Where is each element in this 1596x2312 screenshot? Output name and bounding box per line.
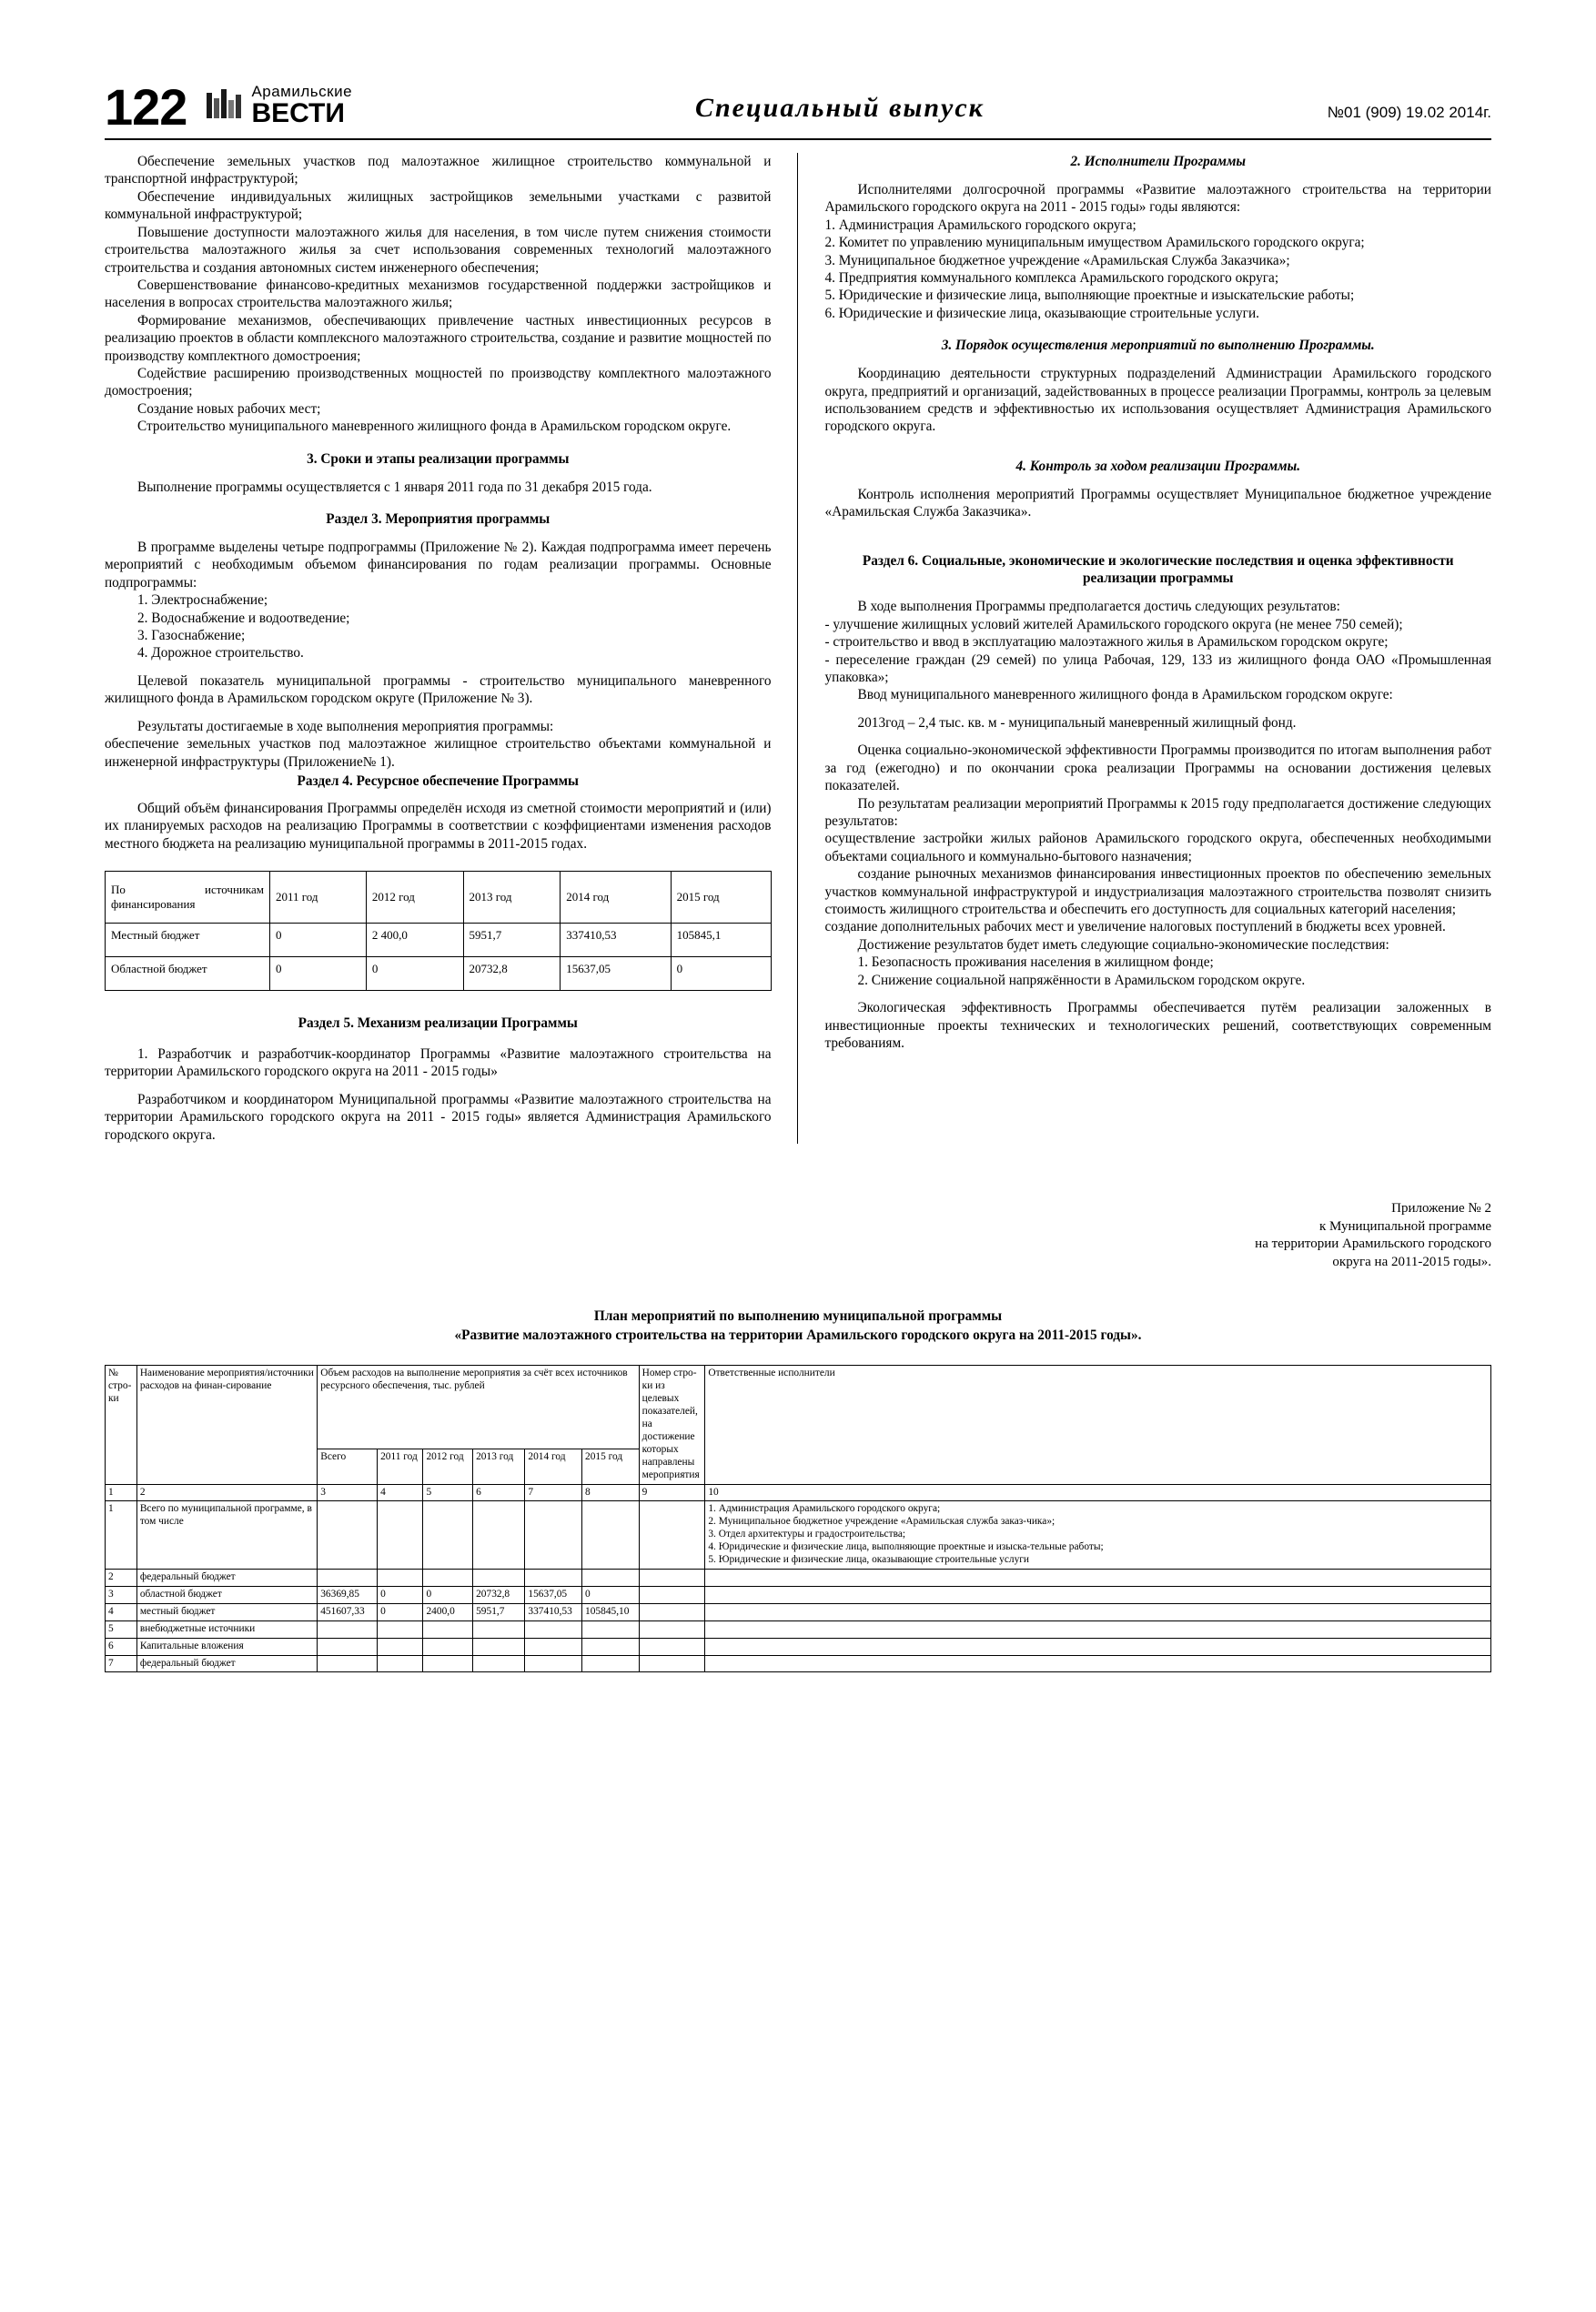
table-header-cell: Объем расходов на выполнение мероприятия за счёт всех источников ресурсного обеспечения, тыс. рублей — [318, 1366, 639, 1449]
table-cell — [582, 1501, 640, 1570]
table-cell — [473, 1638, 525, 1655]
subprogram-item: 1. Электроснабжение; — [137, 592, 268, 609]
table-cell: 0 — [366, 957, 463, 991]
paragraph: Выполнение программы осуществляется с 1 января 2011 года по 31 декабря 2015 года. — [137, 479, 652, 495]
table-cell — [378, 1620, 423, 1638]
table-cell — [639, 1603, 705, 1620]
paragraph: обеспечение земельных участков под малоэтажное жилищное строительство объектами коммунальной и инженерной инфраструктуры (Приложение№ 1). — [105, 736, 772, 770]
executor-line: 2. Муниципальное бюджетное учреждение «Арамильская служба заказ-чика»; — [708, 1516, 1056, 1528]
table-cell: 6 — [473, 1484, 525, 1501]
table-cell — [705, 1655, 1491, 1672]
table-header-cell: 2015 год — [671, 872, 771, 924]
table-cell: 0 — [378, 1603, 423, 1620]
executor-item: 4. Предприятия коммунального комплекса Арамильского городского округа; — [824, 269, 1279, 286]
table-cell: 9 — [639, 1484, 705, 1501]
table-row — [106, 957, 772, 991]
table-header-cell: 2012 год — [366, 872, 463, 924]
logo-line2: ВЕСТИ — [251, 98, 345, 128]
table-cell — [318, 1569, 378, 1586]
row-name: Всего по муниципальной программе, в том числе — [136, 1501, 317, 1570]
row-name: внебюджетные источники — [136, 1620, 317, 1638]
issue-info: №01 (909) 19.02 2014г. — [1327, 104, 1491, 121]
table-cell — [423, 1638, 473, 1655]
consequence-item: 1. Безопасность проживания населения в жилищном фонде; — [857, 954, 1214, 971]
table-cell — [525, 1655, 582, 1672]
paragraph: Содействие расширению производственных мощностей по производству комплектного малоэтажного домостроения; — [105, 366, 772, 399]
row-number: 3 — [106, 1586, 137, 1603]
heading-performers: 2. Исполнители Программы — [1070, 154, 1247, 169]
table-cell — [378, 1569, 423, 1586]
table-header-cell: 2011 год — [270, 872, 367, 924]
table-row — [106, 1638, 1491, 1655]
table-header-cell: Всего — [318, 1449, 378, 1484]
table-cell: 10 — [705, 1484, 1491, 1501]
table-cell: 4 — [378, 1484, 423, 1501]
table-header-cell: 2014 год — [525, 1449, 582, 1484]
table-cell — [582, 1655, 640, 1672]
table-header-cell: 2015 год — [582, 1449, 640, 1484]
paragraph: создание рыночных механизмов финансирования инвестиционных проектов по обеспечению земельных участков коммунальной инфраструктурой и индустриализация малоэтажного строительства позволят снизить стоимость жилищного строительства и обеспечить его доступность для социальных категорий населения; — [824, 866, 1491, 918]
table-row — [106, 1655, 1491, 1672]
row-number: 6 — [106, 1638, 137, 1655]
executor-item: 6. Юридические и физические лица, оказывающие строительные услуги. — [824, 305, 1259, 321]
subprogram-item: 2. Водоснабжение и водоотведение; — [137, 610, 350, 626]
table-cell — [705, 1620, 1491, 1638]
table-header-cell: Номер стро-ки из целевых показателей, на достижение которых направлены мероприятия — [639, 1366, 705, 1484]
table-cell — [473, 1655, 525, 1672]
heading-section3: Раздел 3. Мероприятия программы — [326, 511, 551, 528]
document-page — [0, 55, 1596, 2312]
table-cell — [639, 1569, 705, 1586]
table-header-cell: 2011 год — [378, 1449, 423, 1484]
heading-control: 4. Контроль за ходом реализации Программы. — [1015, 458, 1301, 474]
table-cell — [705, 1638, 1491, 1655]
table-cell — [639, 1586, 705, 1603]
paragraph: Результаты достигаемые в ходе выполнения мероприятия программы: — [137, 718, 554, 734]
paragraph: По результатам реализации мероприятий Программы к 2015 году предполагается достижение следующих результатов: — [824, 795, 1491, 829]
table-numbering-row — [106, 1484, 1491, 1501]
table-header-cell: Ответственные исполнители — [705, 1366, 1491, 1484]
paragraph: Совершенствование финансово-кредитных механизмов государственной поддержки застройщиков и населения в вопросах строительства малоэтажного жилья; — [105, 277, 772, 311]
table-row — [106, 872, 772, 924]
page-number: 122 — [105, 78, 187, 136]
table-cell: 15637,05 — [561, 957, 671, 991]
paragraph: Строительство муниципального маневренного жилищного фонда в Арамильском городском округе. — [137, 419, 732, 435]
row-number: 4 — [106, 1603, 137, 1620]
table-cell — [639, 1620, 705, 1638]
table-cell — [378, 1638, 423, 1655]
paragraph: В программе выделены четыре подпрограммы (Приложение № 2). Каждая подпрограмма имеет перечень мероприятий с необходимым объемом финансирования по годам реализации программы. Основные подпрограммы: — [105, 539, 772, 591]
appendix-line: округа на 2011-2015 годы». — [1332, 1254, 1491, 1269]
executor-line: 3. Отдел архитектуры и градостроительства; — [708, 1529, 906, 1540]
table-cell: 105845,10 — [582, 1603, 640, 1620]
executor-line: 5. Юридические и физические лица, оказывающие строительные услуги — [708, 1554, 1030, 1566]
table-cell — [705, 1569, 1491, 1586]
consequence-item: 2. Снижение социальной напряжённости в Арамильском городском округе. — [857, 972, 1306, 988]
logo-line1: Арамильские — [251, 83, 353, 100]
table-row — [106, 1569, 1491, 1586]
table-cell — [318, 1501, 378, 1570]
table-row — [106, 1603, 1491, 1620]
table-header-cell: 2012 год — [423, 1449, 473, 1484]
table-cell: 36369,85 — [318, 1586, 378, 1603]
paragraph: Целевой показатель муниципальной программы - строительство муниципального маневренного жилищного фонда в Арамильском городском округе (Приложение № 3). — [105, 672, 772, 707]
article-columns — [105, 153, 1491, 1144]
plan-title — [105, 1307, 1491, 1345]
table-cell — [318, 1655, 378, 1672]
table-cell — [705, 1603, 1491, 1620]
table-cell — [525, 1501, 582, 1570]
paragraph: Разработчиком и координатором Муниципальной программы «Развитие малоэтажного строительства на территории Арамильского городского округа на 2011 - 2015 годы» является Администрация Арамильского городского округа. — [105, 1091, 772, 1143]
paragraph: 1. Разработчик и разработчик-координатор Программы «Развитие малоэтажного строительства на территории Арамильского городского округа на 2011 - 2015 годы» — [105, 1046, 772, 1080]
financing-table — [105, 871, 772, 991]
table-row — [106, 1501, 1491, 1570]
appendix-line: к Муниципальной программе — [1318, 1218, 1491, 1234]
table-row — [106, 1586, 1491, 1603]
table-cell: 20732,8 — [473, 1586, 525, 1603]
row-name: федеральный бюджет — [136, 1655, 317, 1672]
table-cell — [525, 1638, 582, 1655]
special-issue-title: Специальный выпуск — [694, 93, 985, 123]
subprogram-item: 4. Дорожное строительство. — [137, 645, 304, 661]
table-cell — [423, 1655, 473, 1672]
plan-title-line2: «Развитие малоэтажного строительства на территории Арамильского городского округа на 2011-2015 годы». — [454, 1327, 1142, 1343]
executor-item: 3. Муниципальное бюджетное учреждение «Арамильская Служба Заказчика»; — [824, 252, 1290, 268]
table-cell: 8 — [582, 1484, 640, 1501]
heading-section6: Раздел 6. Социальные, экономические и экологические последствия и оценка эффективности реализации программы — [862, 552, 1454, 587]
plan-title-line1: План мероприятий по выполнению муниципальной программы — [593, 1308, 1003, 1325]
heading-section4: Раздел 4. Ресурсное обеспечение Программы — [297, 772, 579, 789]
paragraph: осуществление застройки жилых районов Арамильского городского округа, обеспеченных необходимыми объектами социального и коммунально-бытового назначения; — [824, 831, 1491, 864]
table-cell: 337410,53 — [561, 924, 671, 957]
heading-terms: 3. Сроки и этапы реализации программы — [307, 450, 570, 467]
paragraph: Исполнителями долгосрочной программы «Развитие малоэтажного строительства на территории Арамильского городского округа на 2011 - 2015 годы» годы являются: — [824, 181, 1491, 216]
table-cell: 0 — [270, 924, 367, 957]
logo-mark-icon — [207, 87, 245, 124]
executor-line: 4. Юридические и физические лица, выполняющие проектные и изыска-тельные работы; — [708, 1541, 1104, 1553]
paragraph: Контроль исполнения мероприятий Программы осуществляет Муниципальное бюджетное учреждение «Арамильская Служба Заказчика». — [824, 486, 1491, 520]
paragraph: Достижение результатов будет иметь следующие социально-экономические последствия: — [857, 936, 1389, 953]
table-cell: 0 — [582, 1586, 640, 1603]
table-cell: 105845,1 — [671, 924, 771, 957]
row-number: 1 — [106, 1501, 137, 1570]
heading-section5: Раздел 5. Механизм реализации Программы — [298, 1015, 578, 1032]
table-cell — [705, 1586, 1491, 1603]
row-number: 2 — [106, 1569, 137, 1586]
paragraph: Формирование механизмов, обеспечивающих привлечение частных инвестиционных ресурсов в реализацию проектов в области комплексного малоэтажного строительства, создание и развитие мощностей по производству комплектного домостроения; — [105, 312, 772, 364]
executor-item: 2. Комитет по управлению муниципальным имуществом Арамильского городского округа; — [824, 235, 1365, 251]
plan-table — [105, 1365, 1491, 1672]
paragraph: Обеспечение индивидуальных жилищных застройщиков земельными участками с развитой коммунальной инфраструктурой; — [105, 188, 772, 223]
table-cell: 5951,7 — [463, 924, 561, 957]
row-name: местный бюджет — [136, 1603, 317, 1620]
table-cell: 20732,8 — [463, 957, 561, 991]
row-name: федеральный бюджет — [136, 1569, 317, 1586]
row-number: 7 — [106, 1655, 137, 1672]
executor-item: 1. Администрация Арамильского городского округа; — [824, 217, 1136, 233]
table-cell: 5 — [423, 1484, 473, 1501]
executor-item: 5. Юридические и физические лица, выполняющие проектные и изыскательские работы; — [824, 288, 1355, 304]
result-item: - переселение граждан (29 семей) по улица Рабочая, 129, 133 из жилищного фонда ОАО «Промышленная упаковка»; — [824, 651, 1491, 685]
result-item: Ввод муниципального маневренного жилищного фонда в Арамильском городском округе: — [857, 687, 1393, 703]
table-header-cell: По источникам финансирования — [106, 872, 270, 924]
table-cell — [525, 1569, 582, 1586]
table-cell: 0 — [423, 1586, 473, 1603]
table-cell — [318, 1620, 378, 1638]
table-cell — [582, 1569, 640, 1586]
result-item: 2013год – 2,4 тыс. кв. м - муниципальный маневренный жилищный фонд. — [857, 714, 1297, 731]
table-cell: 0 — [671, 957, 771, 991]
table-cell: 2 400,0 — [366, 924, 463, 957]
table-cell — [525, 1620, 582, 1638]
row-number: 5 — [106, 1620, 137, 1638]
paragraph: Обеспечение земельных участков под малоэтажное жилищное строительство коммунальной и транспортной инфраструктурой; — [105, 154, 772, 187]
table-cell: 451607,33 — [318, 1603, 378, 1620]
paragraph: Оценка социально-экономической эффективности Программы производится по итогам выполнения работ за год (ежегодно) и по окончании срока реализации Программы на основании достижения целевых показателей. — [824, 742, 1491, 794]
appendix-line: на территории Арамильского городского — [1255, 1237, 1491, 1252]
table-row — [106, 924, 772, 957]
table-header-cell: № стро-ки — [106, 1366, 137, 1484]
paragraph: Общий объём финансирования Программы определён исходя из сметной стоимости мероприятий и (или) их планируемых расходов на реализацию Программы в соответствии с коэффициентами изменения расходов местного бюджета на реализацию муниципальной программы в 2011-2015 годах. — [105, 800, 772, 852]
paragraph: Создание новых рабочих мест; — [137, 400, 321, 417]
table-cell-executors — [705, 1501, 1491, 1570]
result-item: - строительство и ввод в эксплуатацию малоэтажного жилья в Арамильском городском округе; — [824, 634, 1389, 651]
masthead-divider — [105, 138, 1491, 140]
row-name: областной бюджет — [136, 1586, 317, 1603]
appendix-reference — [105, 1144, 1491, 1271]
table-cell: 5951,7 — [473, 1603, 525, 1620]
table-cell: 7 — [525, 1484, 582, 1501]
table-cell — [639, 1638, 705, 1655]
table-cell — [639, 1655, 705, 1672]
paragraph: Координацию деятельности структурных подразделений Администрации Арамильского городского округа, предприятий и организаций, задействованных в процессе реализации Программы, контроль за целевым использованием средств и эффективностью их использования осуществляет Администрация Арамильского городского округа. — [824, 366, 1491, 435]
newspaper-logo — [207, 84, 352, 127]
table-header-cell: 2014 год — [561, 872, 671, 924]
paragraph: В ходе выполнения Программы предполагается достичь следующих результатов: — [857, 599, 1340, 615]
table-cell: 2 — [136, 1484, 317, 1501]
table-cell — [473, 1569, 525, 1586]
subprogram-item: 3. Газоснабжение; — [137, 628, 246, 644]
table-cell — [473, 1501, 525, 1570]
table-cell: Местный бюджет — [106, 924, 270, 957]
table-header-cell: Наименование мероприятия/источники расходов на финан-сирование — [136, 1366, 317, 1484]
table-cell — [582, 1638, 640, 1655]
table-cell — [378, 1655, 423, 1672]
table-cell: Областной бюджет — [106, 957, 270, 991]
paragraph: Экологическая эффективность Программы обеспечивается путём реализации заложенных в инвестиционные проекты технических и технологических решений, соответствующих современным требованиям. — [824, 1000, 1491, 1051]
table-header-cell: 2013 год — [473, 1449, 525, 1484]
table-row — [106, 1620, 1491, 1638]
table-cell: 0 — [270, 957, 367, 991]
table-cell: 3 — [318, 1484, 378, 1501]
table-cell: 1 — [106, 1484, 137, 1501]
table-cell — [378, 1501, 423, 1570]
table-cell: 0 — [378, 1586, 423, 1603]
left-column — [105, 153, 797, 1144]
table-cell — [582, 1620, 640, 1638]
executor-line: 1. Администрация Арамильского городского округа; — [708, 1503, 941, 1515]
table-cell — [473, 1620, 525, 1638]
paragraph: Повышение доступности малоэтажного жилья для населения, в том числе путем снижения стоимости строительства малоэтажного жилья за счет использования современных технологий малоэтажного строительства и создания автономных систем инженерного обеспечения; — [105, 224, 772, 276]
table-cell — [423, 1569, 473, 1586]
appendix-line: Приложение № 2 — [1391, 1201, 1491, 1217]
table-cell: 2400,0 — [423, 1603, 473, 1620]
table-cell — [639, 1501, 705, 1570]
row-name: Капитальные вложения — [136, 1638, 317, 1655]
right-column — [797, 153, 1492, 1144]
table-cell — [423, 1501, 473, 1570]
paragraph: создание дополнительных рабочих мест и увеличение налоговых поступлений в бюджеты всех уровней. — [824, 919, 1446, 935]
table-header-row — [106, 1366, 1491, 1449]
table-cell — [423, 1620, 473, 1638]
heading-order: 3. Порядок осуществления мероприятий по выполнению Программы. — [941, 338, 1375, 354]
table-cell — [318, 1638, 378, 1655]
masthead — [105, 55, 1491, 136]
table-cell: 15637,05 — [525, 1586, 582, 1603]
table-header-cell: 2013 год — [463, 872, 561, 924]
result-item: - улучшение жилищных условий жителей Арамильского городского округа (не менее 750 семей); — [824, 616, 1403, 632]
table-cell: 337410,53 — [525, 1603, 582, 1620]
